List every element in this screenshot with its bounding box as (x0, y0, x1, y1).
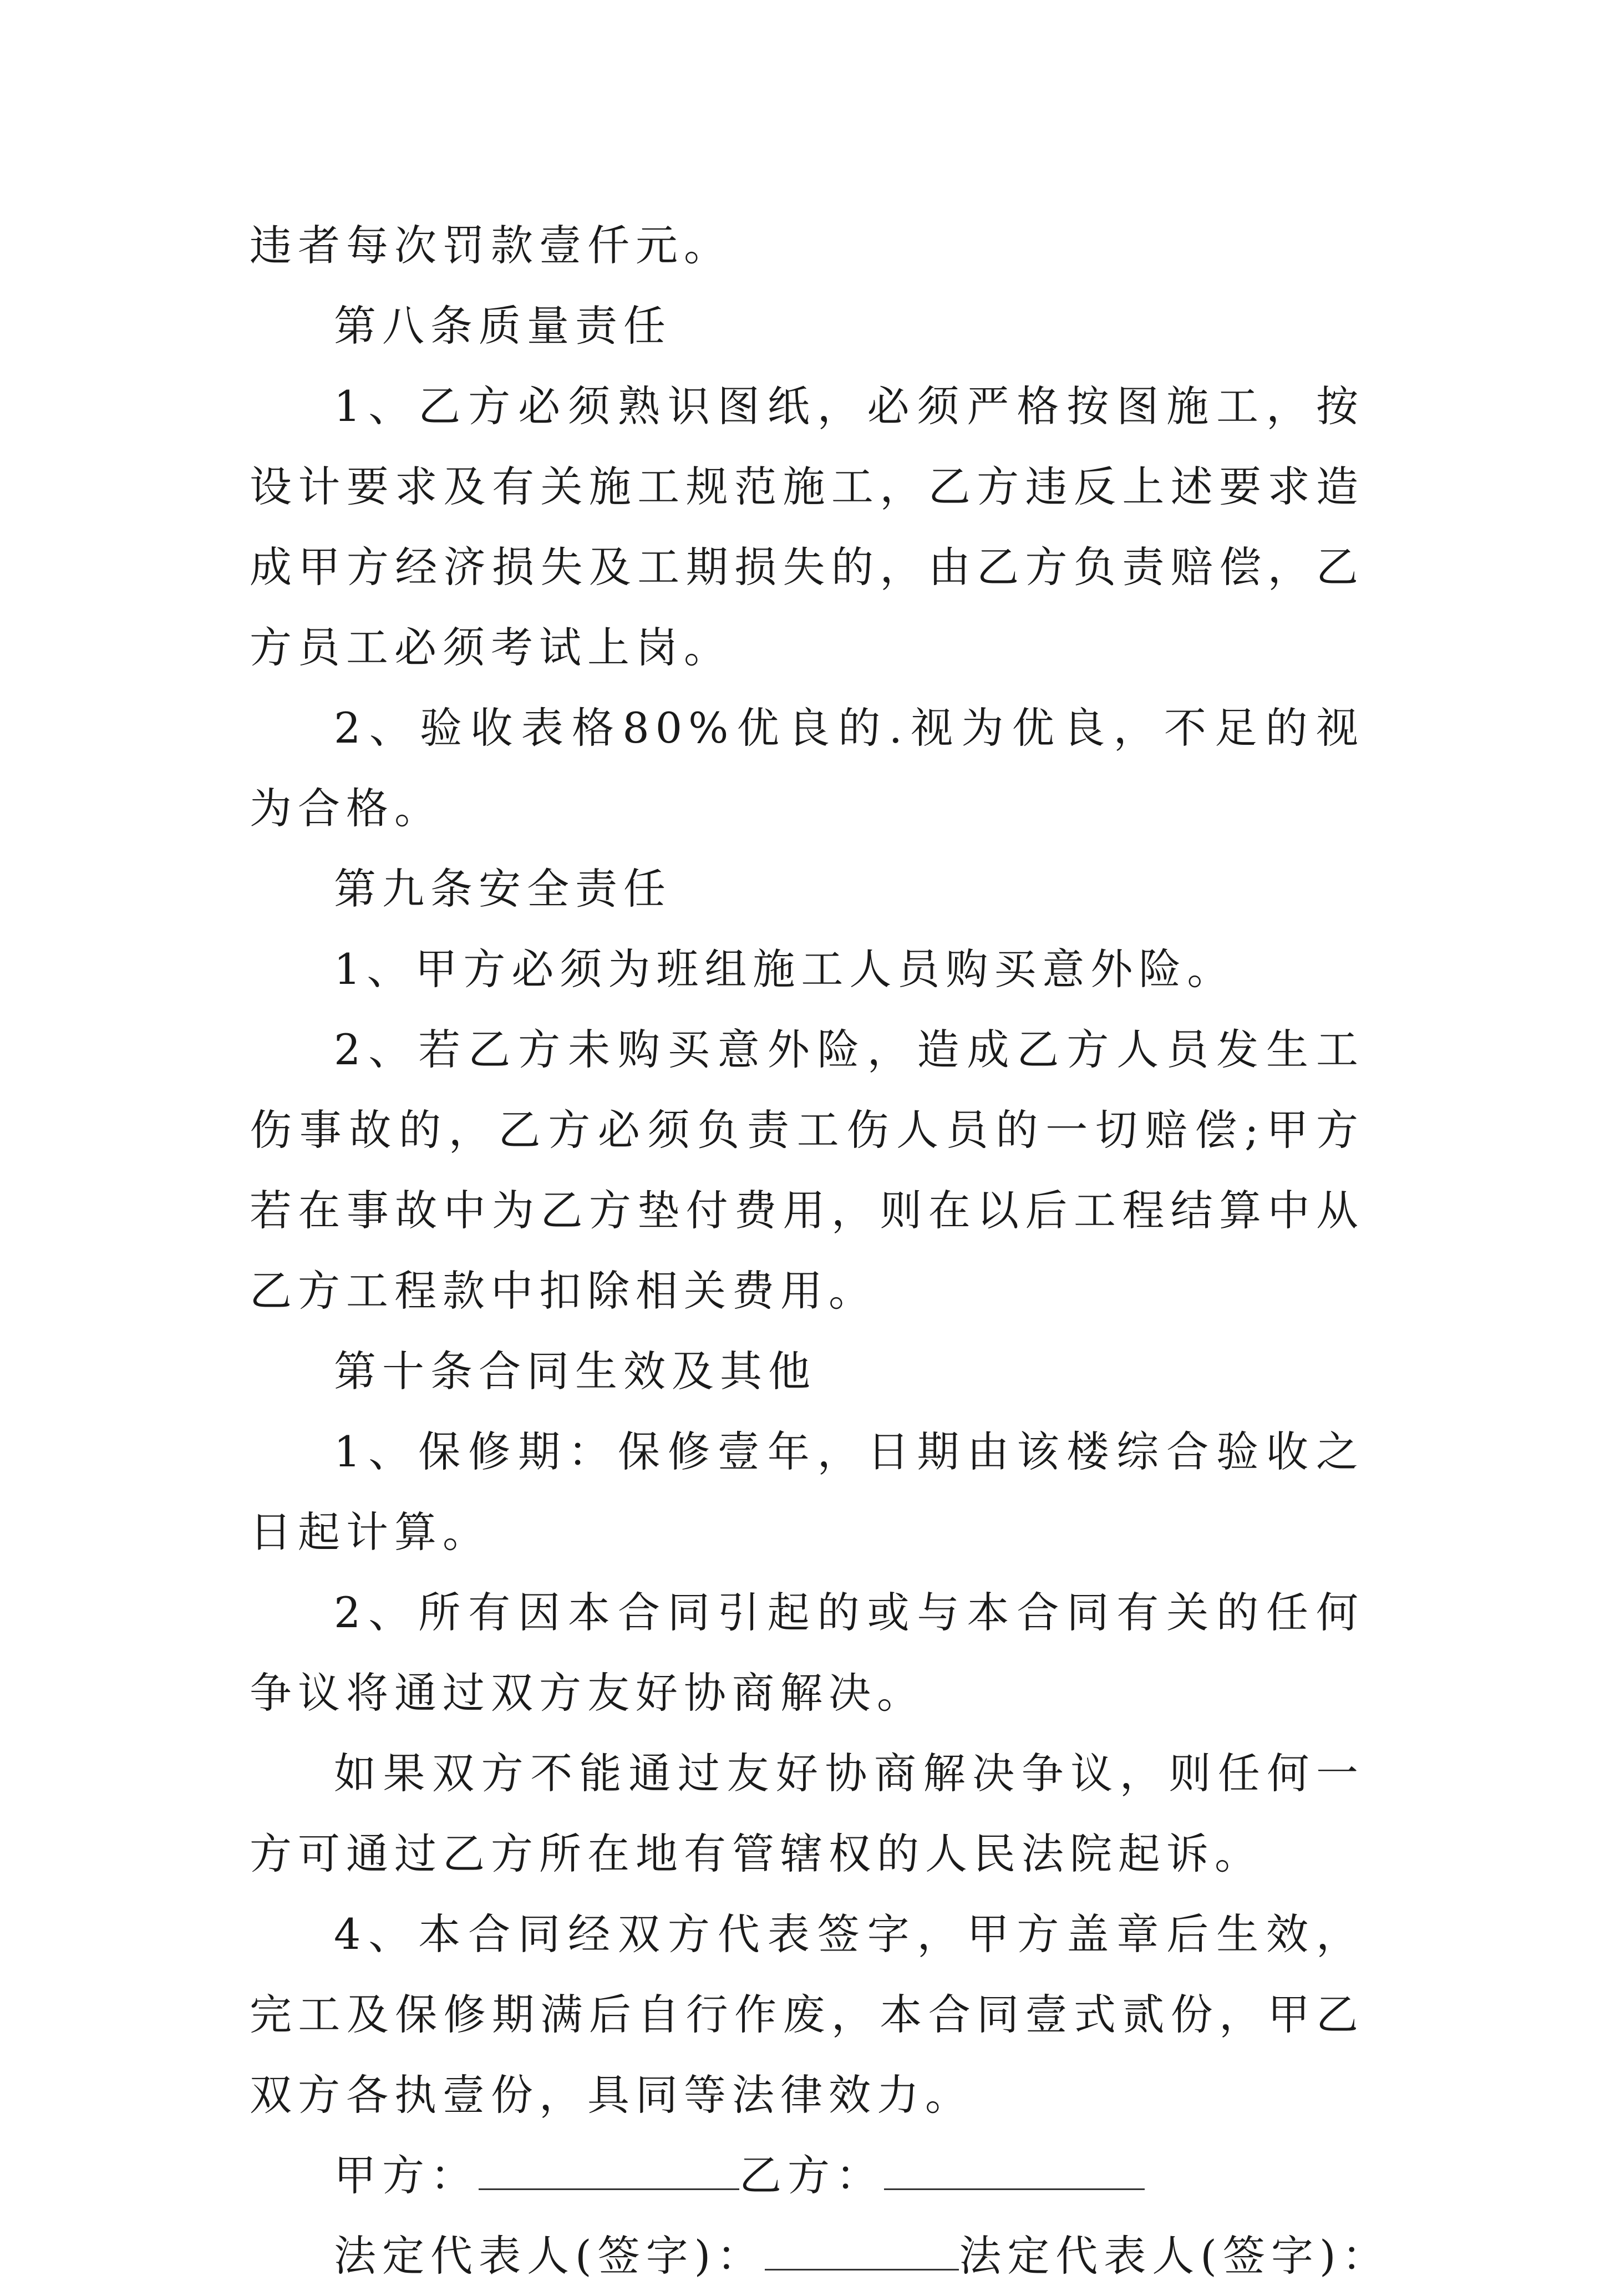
heading-article-10: 第十条合同生效及其他 (334, 1347, 816, 1396)
paragraph-quality-1: 1、乙方必须熟识图纸，必须严格按图施工，按设计要求及有关施工规范施工，乙方违反上述要求造成甲方经济损失及工期损失的，由乙方负责赔偿，乙方员工必须考试上岗。 (250, 382, 1364, 672)
heading-article-9: 第九条安全责任 (334, 864, 672, 913)
paragraph-warranty: 1、保修期：保修壹年，日期由该楼综合验收之日起计算。 (250, 1427, 1364, 1557)
document-body (250, 205, 1390, 2296)
paragraph-safety-1: 1、甲方必须为班组施工人员购买意外险。 (334, 944, 1236, 994)
heading-article-8: 第八条质量责任 (334, 301, 672, 351)
paragraph-effect: 4、本合同经双方代表签字，甲方盖章后生效，完工及保修期满后自行作废，本合同壹式贰份，甲乙双方各执壹份，具同等法律效力。 (250, 1909, 1364, 2120)
paragraph-safety-2: 2、若乙方未购买意外险，造成乙方人员发生工伤事故的，乙方必须负责工伤人员的一切赔偿;甲方若在事故中为乙方垫付费用，则在以后工程结算中从乙方工程款中扣除相关费用。 (250, 1025, 1364, 1315)
legal-rep-b-label: 法定代表人(签字)： (959, 2231, 1390, 2280)
paragraph-penalty: 违者每次罚款壹仟元。 (250, 221, 732, 270)
party-a-label: 甲方： (334, 2151, 479, 2200)
legal-rep-a-blank (765, 2230, 959, 2270)
legal-rep-a-label: 法定代表人(签字)： (334, 2231, 765, 2280)
paragraph-quality-2: 2、验收表格80%优良的.视为优良，不足的视为合格。 (250, 703, 1364, 833)
signature-legal-rep-line (250, 2216, 1390, 2296)
paragraph-disputes: 2、所有因本合同引起的或与本合同有关的任何争议将通过双方友好协商解决。 (250, 1588, 1364, 1718)
party-b-label: 乙方： (739, 2151, 884, 2200)
party-a-blank (479, 2150, 739, 2190)
signature-parties-line (250, 2135, 1364, 2216)
party-b-blank (884, 2150, 1145, 2190)
paragraph-court: 如果双方不能通过友好协商解决争议，则任何一方可通过乙方所在地有管辖权的人民法院起诉。 (250, 1749, 1364, 1878)
